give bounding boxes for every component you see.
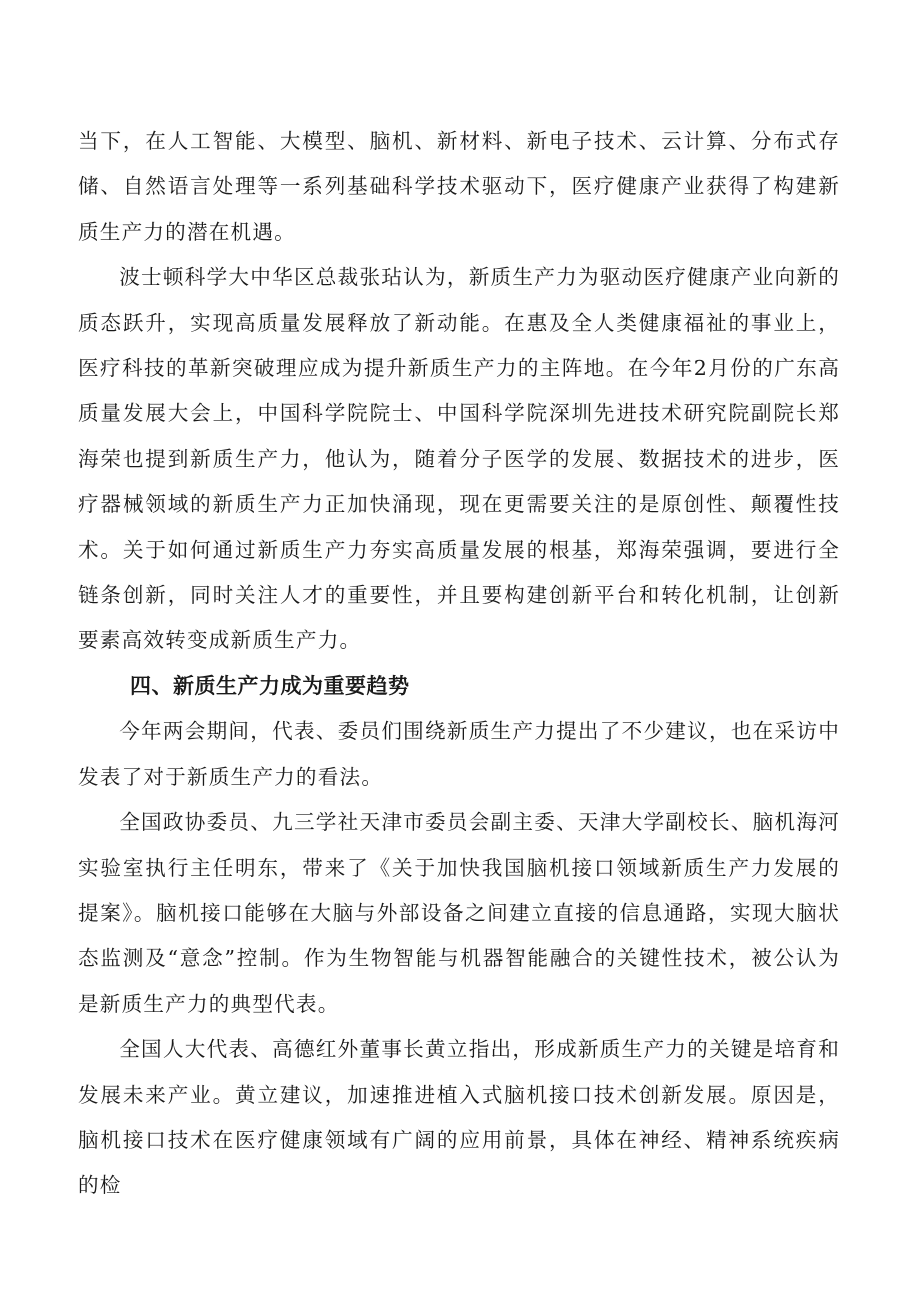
paragraph-ming-dong: 全国政协委员、九三学社天津市委员会副主委、天津大学副校长、脑机海河实验室执行主任明东，带来了《关于加快我国脑机接口领域新质生产力发展的提案》。脑机接口能够在大脑与外部设备之间建立直接的信息通路，实现大脑状态监测及“意念”控制。作为生物智能与机器智能融合的关键性技术，被公认为是新质生产力的典型代表。 xyxy=(78,810,840,1016)
paragraph-zhang-zhan: 波士顿科学大中华区总裁张玷认为，新质生产力为驱动医疗健康产业向新的质态跃升，实现高质量发展释放了新动能。在惠及全人类健康福祉的事业上，医疗科技的革新突破理应成为提升新质生产力的主阵地。在今年2月份的广东高质量发展大会上，中国科学院院士、中国科学院深圳先进技术研究院副院长郑海荣也提到新质生产力，他认为，随着分子医学的发展、数据技术的进步，医疗器械领域的新质生产力正加快涌现，现在更需要关注的是原创性、颠覆性技术。关于如何通过新质生产力夯实高质量发展的根基，郑海荣强调，要进行全链条创新，同时关注人才的重要性，并且要构建创新平台和转化机制，让创新要素高效转变成新质生产力。 xyxy=(78,265,840,653)
paragraph-continuation: 当下，在人工智能、大模型、脑机、新材料、新电子技术、云计算、分布式存储、自然语言处理等一系列基础科学技术驱动下，医疗健康产业获得了构建新质生产力的潜在机遇。 xyxy=(78,129,840,244)
section-heading: 四、新质生产力成为重要趋势 xyxy=(130,673,410,698)
paragraph-huang-li: 全国人大代表、高德红外董事长黄立指出，形成新质生产力的关键是培育和发展未来产业。黄立建议，加速推进植入式脑机接口技术创新发展。原因是，脑机接口技术在医疗健康领域有广阔的应用前景，具体在神经、精神系统疾病的检 xyxy=(78,1037,840,1198)
paragraph-two-sessions: 今年两会期间，代表、委员们围绕新质生产力提出了不少建议，也在采访中发表了对于新质生产力的看法。 xyxy=(78,719,840,789)
document-body xyxy=(78,119,840,1209)
